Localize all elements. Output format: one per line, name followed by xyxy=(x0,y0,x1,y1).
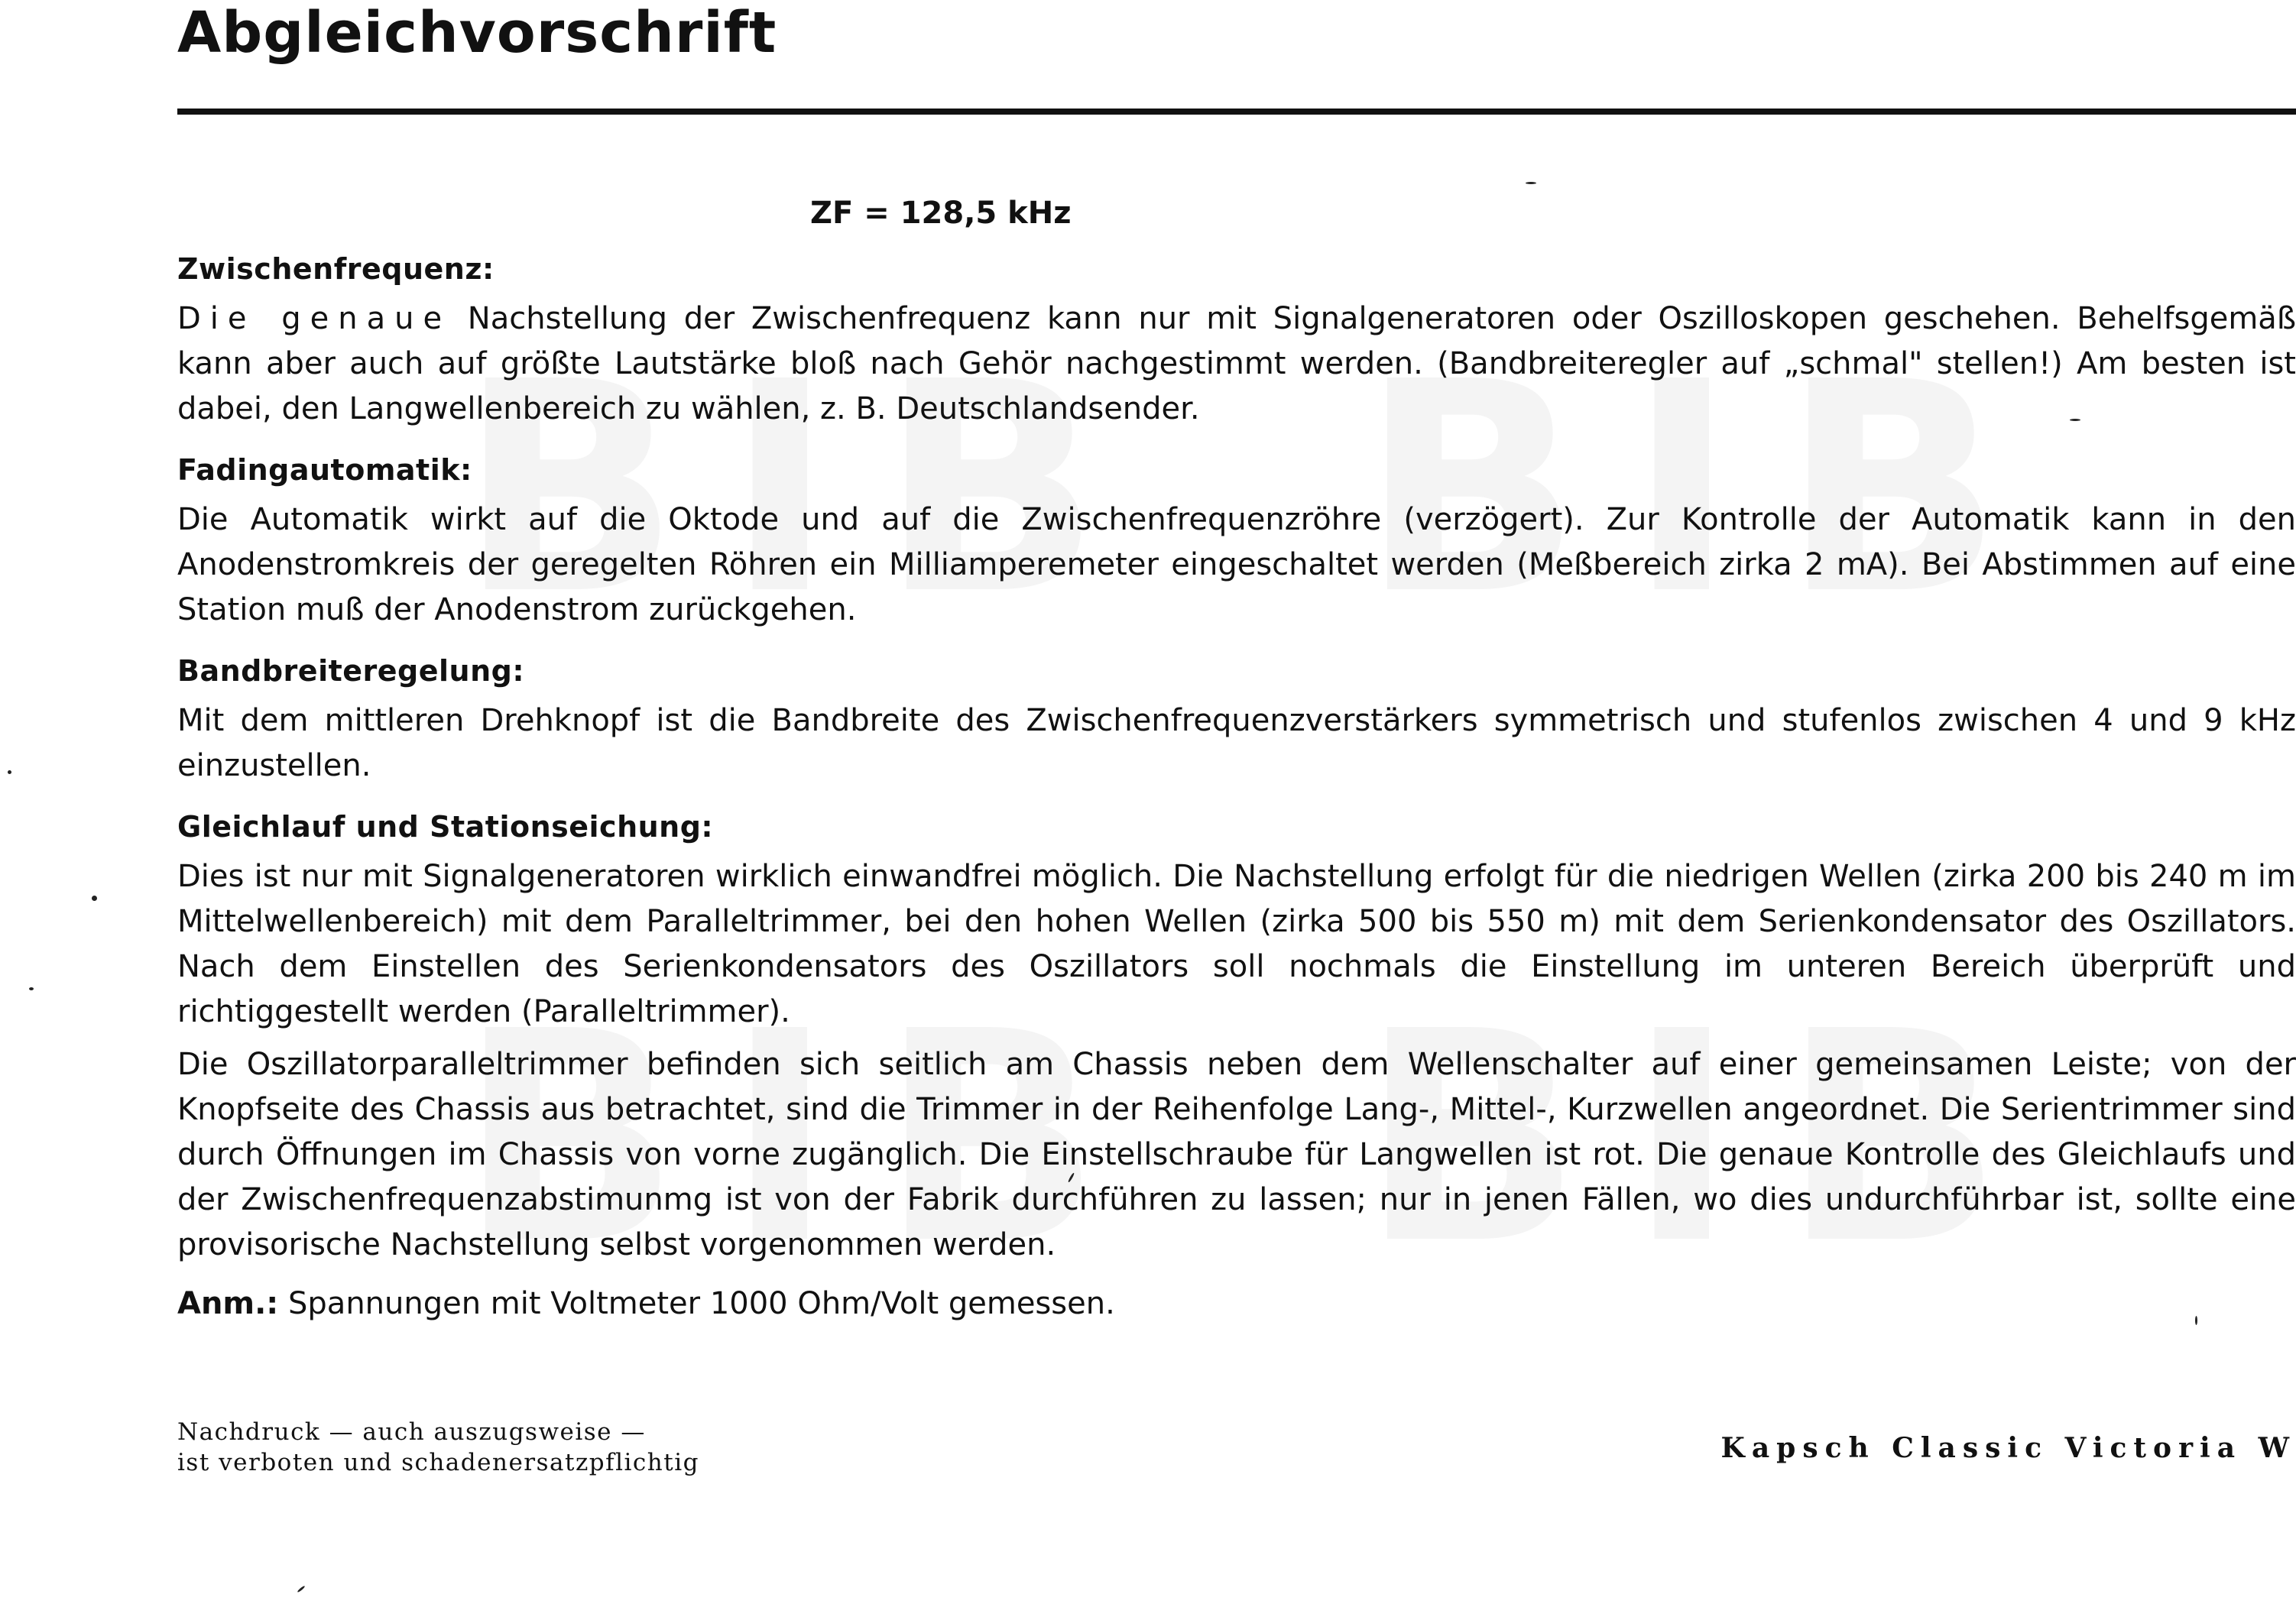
title-divider xyxy=(177,109,2296,115)
paragraph xyxy=(177,296,2296,432)
paragraph: Dies ist nur mit Signalgeneratoren wirklich einwandfrei möglich. Die Nachstellung erfolgt für die niedrigen Wellen (zirka 200 bis 240 m im Mittelwellenbereich) mit dem Paralleltrimmer, bei den hohen Wellen (zirka 500 bis 550 m) mit dem Serienkondensator des Oszillators. Nach dem Einstellen des Serienkondensators des Oszillators soll nochmals die Einstellung im unteren Bereich überprüft und richtiggestellt werden (Paralleltrimmer). xyxy=(177,859,2296,1029)
copyright-line: ist verboten und schadenersatzpflichtig xyxy=(177,1449,699,1476)
scan-speck xyxy=(1526,182,1536,184)
paragraph: Mit dem mittleren Drehknopf ist die Bandbreite des Zwischenfrequenzverstärkers symmetrisch und stufenlos zwischen 4 und 9 kHz einzustellen. xyxy=(177,703,2296,783)
note-label: Anm.: xyxy=(177,1286,279,1321)
scan-speck xyxy=(92,896,97,901)
paragraph: Die Oszillatorparalleltrimmer befinden sich seitlich am Chassis neben dem Wellenschalter auf einer gemeinsamen Leiste; von der Knopfseite des Chassis aus betrachtet, sind die Trimmer in der Reihenfolge Lang-, Mittel-, Kurzwellen angeordnet. Die Serientrimmer sind durch Öffnungen im Chassis von vorne zugänglich. Die Einstellschraube für Langwellen ist rot. Die genaue Kontrolle des Gleichlaufs und der Zwischenfrequenzabstimunmg ist von der Fabrik durchführen zu lassen; nur in jenen Fällen, wo dies undurchführbar ist, sollte eine provisorische Nachstellung selbst vorgenommen werden. xyxy=(177,1047,2296,1262)
section-bandbreiteregelung xyxy=(177,654,2296,789)
scan-speck xyxy=(8,770,11,774)
paragraph-text: Nachstellung der Zwischenfrequenz kann nur mit Signalgeneratoren oder Oszilloskopen geschehen. Behelfsgemäß kann aber auch auf größte Lautstärke bloß nach Gehör nachgestimmt werden. (Bandbreiteregler auf „schmal" stellen!) Am besten ist dabei, den Langwellenbereich zu wählen, z. B. Deutschlandsender. xyxy=(177,301,2296,426)
scan-speck xyxy=(297,1585,305,1592)
scan-speck xyxy=(29,987,34,990)
scan-speck xyxy=(2195,1316,2197,1325)
section-heading: Zwischenfrequenz: xyxy=(177,252,495,286)
note-line xyxy=(177,1281,2296,1327)
paragraph: Die Automatik wirkt auf die Oktode und auf die Zwischenfrequenzröhre (verzögert). Zur Kontrolle der Automatik kann in den Anodenstromkreis der geregelten Röhren ein Milliamperemeter eingeschaltet werden (Meßbereich zirka 2 mA). Bei Abstimmen auf eine Station muß der Anodenstrom zurückgehen. xyxy=(177,502,2296,627)
section-heading: Bandbreiteregelung: xyxy=(177,654,525,688)
model-name: Kapsch Classic Victoria W xyxy=(1720,1432,2296,1464)
section-fadingautomatik xyxy=(177,453,2296,633)
spaced-prefix: Die genaue xyxy=(177,301,452,336)
section-zwischenfrequenz xyxy=(177,252,2296,432)
section-heading: Gleichlauf und Stationseichung: xyxy=(177,810,714,844)
section-heading: Fadingautomatik: xyxy=(177,453,472,487)
section-gleichlauf xyxy=(177,810,2296,1268)
scan-speck xyxy=(2070,419,2080,421)
copyright-notice xyxy=(177,1417,699,1478)
zf-value: ZF = 128,5 kHz xyxy=(810,196,1072,231)
page-title: Abgleichvorschrift xyxy=(177,0,777,66)
document-body xyxy=(177,252,2296,1327)
copyright-line: Nachdruck — auch auszugsweise — xyxy=(177,1418,646,1446)
note-text: Spannungen mit Voltmeter 1000 Ohm/Volt gemessen. xyxy=(278,1286,1115,1321)
